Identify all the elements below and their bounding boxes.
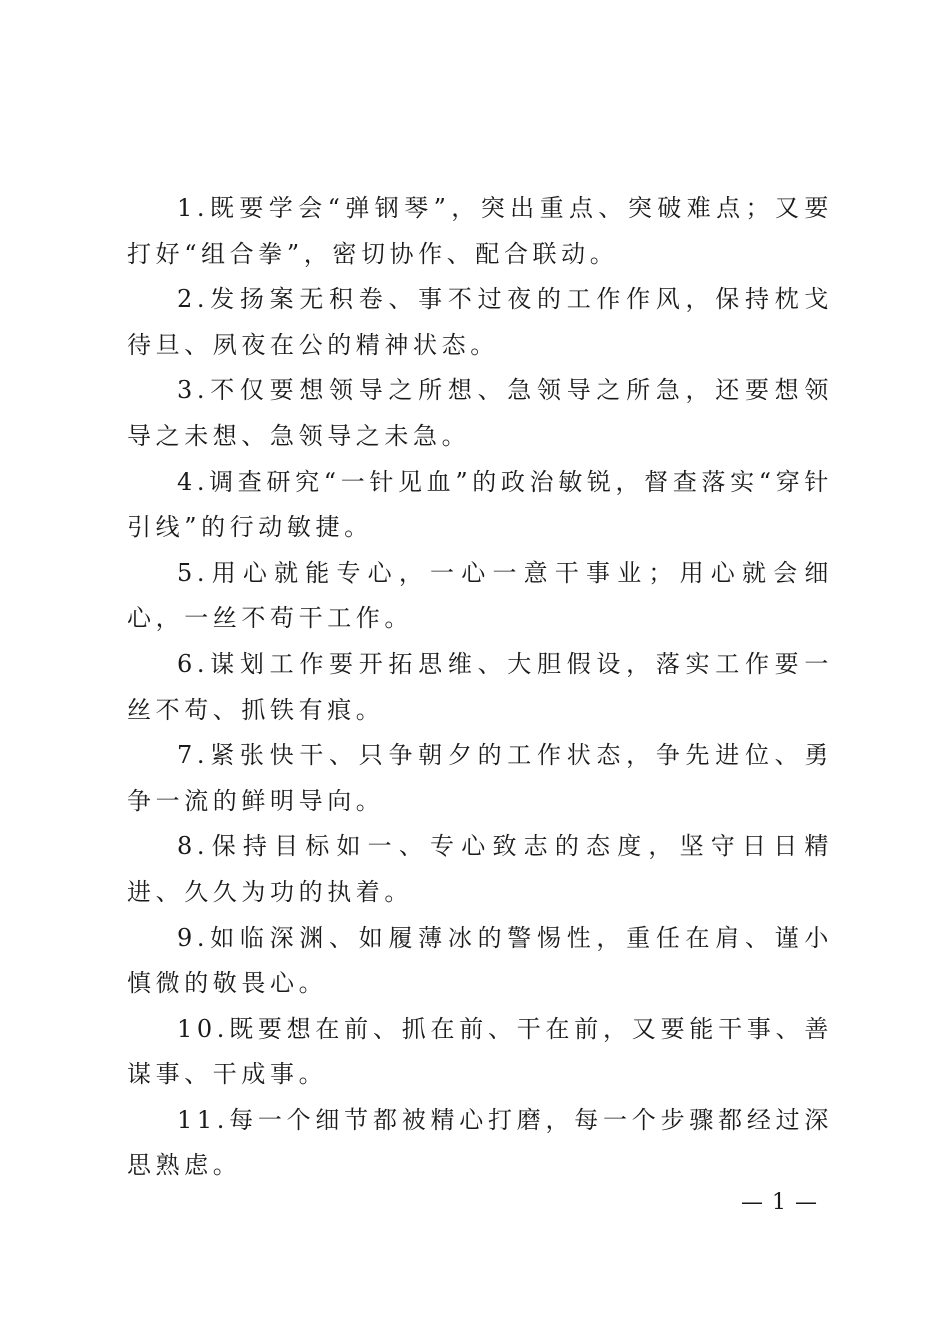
paragraph-7: 7.紧张快干、只争朝夕的工作状态，争先进位、勇争一流的鲜明导向。 (127, 741, 833, 815)
paragraph-11: 11.每一个细节都被精心打磨，每一个步骤都经过深思熟虑。 (127, 1105, 833, 1180)
paragraph-2: 2.发扬案无积卷、事不过夜的工作作风，保持枕戈待旦、夙夜在公的精神状态。 (127, 285, 833, 359)
paragraph-1: 1.既要学会“弹钢琴”，突出重点、突破难点；又要打好“组合拳”，密切协作、配合联动。 (127, 194, 833, 268)
paragraph-3: 3.不仅要想领导之所想、急领导之所急，还要想领导之未想、急领导之未急。 (127, 376, 833, 450)
document-body (127, 186, 833, 1189)
paragraph-9: 9.如临深渊、如履薄冰的警惕性，重任在肩、谨小慎微的敬畏心。 (127, 923, 833, 998)
paragraph-8: 8.保持目标如一、专心致志的态度，坚守日日精进、久久为功的执着。 (127, 832, 833, 906)
paragraph-6: 6.谋划工作要开拓思维、大胆假设，落实工作要一丝不苟、抓铁有痕。 (127, 649, 833, 724)
paragraph-4: 4.调查研究“一针见血”的政治敏锐，督查落实“穿针引线”的行动敏捷。 (127, 467, 833, 542)
page-number: — 1 — (741, 1190, 818, 1215)
paragraph-5: 5.用心就能专心，一心一意干事业；用心就会细心，一丝不苟干工作。 (127, 558, 833, 633)
paragraph-10: 10.既要想在前、抓在前、干在前，又要能干事、善谋事、干成事。 (127, 1014, 833, 1089)
